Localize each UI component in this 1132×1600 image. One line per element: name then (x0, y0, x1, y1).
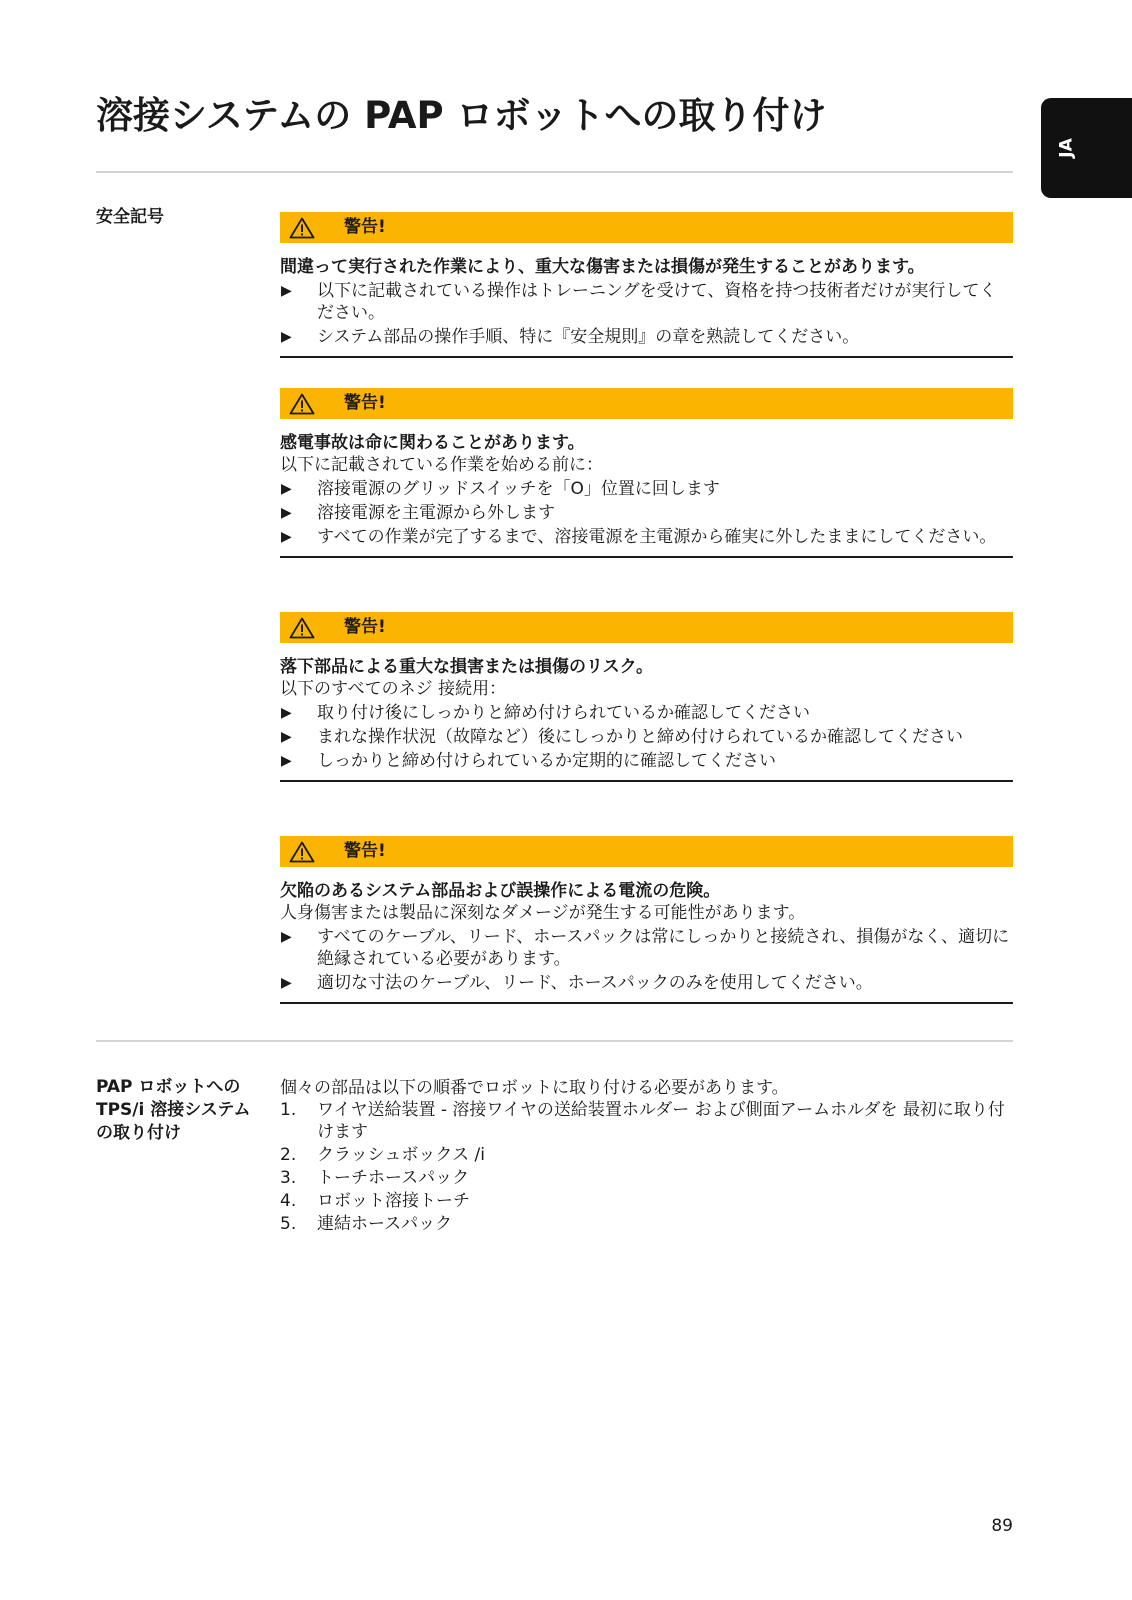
warning-heading: 欠陥のあるシステム部品および誤操作による電流の危険。 (280, 881, 721, 901)
triangle-bullet-icon: ▶ (281, 329, 292, 345)
safety-section-label: 安全記号 (96, 207, 164, 227)
warning-title: 警告! (344, 841, 386, 861)
list-item: 5. 連結ホースパック (280, 1214, 453, 1234)
warning-title: 警告! (344, 217, 386, 237)
section-divider (96, 1040, 1013, 1042)
warning-text: 人身傷害または製品に深刻なダメージが発生する可能性があります。 (280, 903, 806, 923)
warning-block (280, 836, 1013, 1004)
bullet-item: ▶ 取り付け後にしっかりと締め付けられているか確認してください (281, 703, 810, 723)
warning-heading: 感電事故は命に関わることがあります。 (280, 433, 585, 453)
top-divider (96, 171, 1013, 173)
bullet-item: ▶ 以下に記載されている操作はトレーニングを受けて、資格を持つ技術者だけが実行してください。 (281, 281, 997, 323)
bullet-item: ▶ まれな操作状況（故障など）後にしっかりと締め付けられているか確認してください (281, 727, 963, 747)
bullet-item: ▶ 溶接電源を主電源から外します (281, 503, 555, 523)
triangle-bullet-icon: ▶ (281, 529, 292, 545)
warning-bar (280, 612, 1013, 643)
warning-title: 警告! (344, 393, 386, 413)
mounting-section-label: PAP ロボットへの TPS/i 溶接システムの取り付け (96, 1077, 251, 1143)
list-item: 3. トーチホースパック (280, 1168, 470, 1188)
bullet-item: ▶ すべての作業が完了するまで、溶接電源を主電源から確実に外したままにしてください。 (281, 527, 997, 547)
triangle-bullet-icon: ▶ (281, 481, 292, 497)
bullet-item: ▶ 適切な寸法のケーブル、リード、ホースパックのみを使用してください。 (281, 973, 873, 993)
triangle-bullet-icon: ▶ (281, 283, 292, 299)
page-number: 89 (991, 1516, 1013, 1536)
warning-triangle-icon (289, 617, 315, 639)
warning-bar (280, 388, 1013, 419)
warning-triangle-icon (289, 841, 315, 863)
warning-text: 以下に記載されている作業を始める前に： (280, 455, 603, 475)
mounting-steps (280, 1099, 1013, 1236)
triangle-bullet-icon: ▶ (281, 729, 292, 745)
triangle-bullet-icon: ▶ (281, 705, 292, 721)
language-tab-label: JA (1056, 138, 1077, 158)
triangle-bullet-icon: ▶ (281, 975, 292, 991)
mounting-intro: 個々の部品は以下の順番でロボットに取り付ける必要があります。 (280, 1078, 789, 1098)
warning-heading: 落下部品による重大な損害または損傷のリスク。 (280, 657, 653, 677)
list-item: 2. クラッシュボックス /i (280, 1145, 486, 1165)
warning-triangle-icon (289, 393, 315, 415)
warning-bar (280, 212, 1013, 243)
page-title: 溶接システムの PAP ロボットへの取り付け (96, 94, 827, 137)
triangle-bullet-icon: ▶ (281, 753, 292, 769)
bullet-item: ▶ 溶接電源のグリッドスイッチを「O」位置に回します (281, 479, 720, 499)
warning-block (280, 612, 1013, 782)
bullet-item: ▶ すべてのケーブル、リード、ホースパックは常にしっかりと接続され、損傷がなく、適切に絶縁されている必要があります。 (281, 927, 1010, 969)
bullet-item: ▶ しっかりと締め付けられているか定期的に確認してください (281, 751, 776, 771)
warning-block (280, 388, 1013, 558)
warning-heading: 間違って実行された作業により、重大な傷害または損傷が発生することがあります。 (280, 257, 925, 277)
warning-bar (280, 836, 1013, 867)
triangle-bullet-icon: ▶ (281, 505, 292, 521)
language-tab (1041, 98, 1132, 198)
bullet-item: ▶ システム部品の操作手順、特に『安全規則』の章を熟読してください。 (281, 327, 860, 347)
warning-text: 以下のすべてのネジ 接続用： (280, 679, 507, 699)
warning-triangle-icon (289, 217, 315, 239)
list-item: 1. ワイヤ送給装置 - 溶接ワイヤの送給装置ホルダー および側面アームホルダを 最初に取り付けます (280, 1100, 1005, 1142)
warning-block (280, 212, 1013, 358)
list-item: 4. ロボット溶接トーチ (280, 1191, 470, 1211)
warning-title: 警告! (344, 617, 386, 637)
triangle-bullet-icon: ▶ (281, 929, 292, 945)
